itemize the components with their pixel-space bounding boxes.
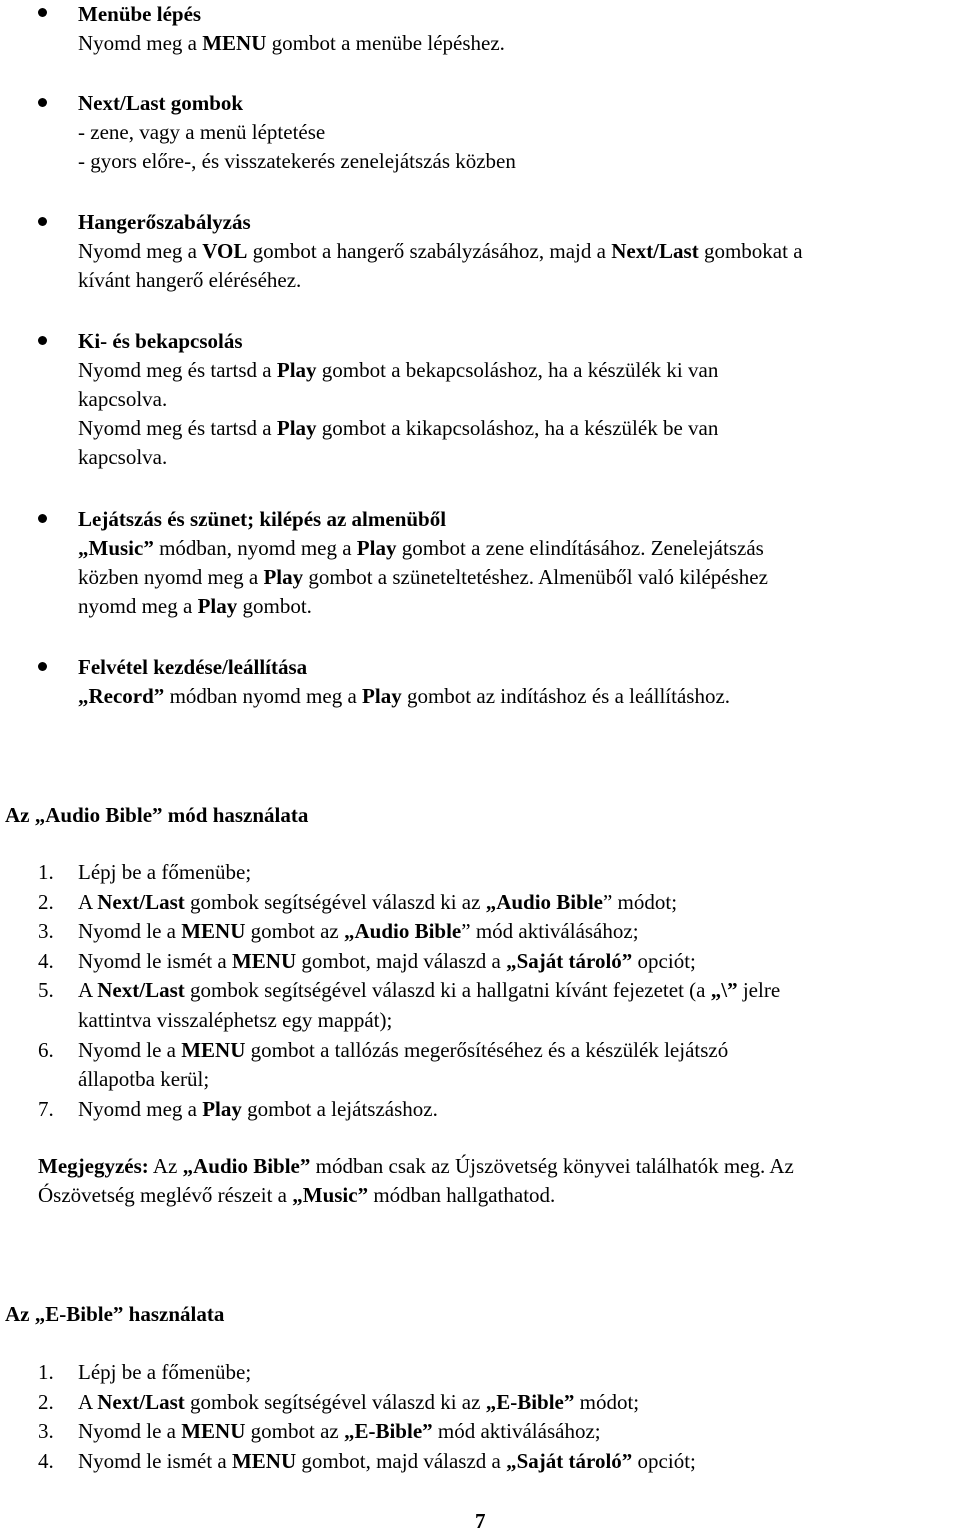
section-title-volume: Hangerőszabályzás bbox=[78, 210, 251, 234]
section-line: „Music” módban, nyomd meg a Play gombot a zene elindításához. Zenelejátszás bbox=[78, 536, 764, 560]
note-line: Ószövetség meglévő részeit a „Music” módban hallgathatod. bbox=[38, 1183, 556, 1207]
bold-text: „E-Bible” bbox=[343, 1419, 433, 1444]
bold-text: MENU bbox=[181, 1419, 246, 1444]
bullet-dot bbox=[38, 98, 47, 107]
bold-text: Play bbox=[362, 684, 402, 708]
bold-text: Play bbox=[263, 565, 304, 589]
step-text: kattintva visszaléphetsz egy mappát); bbox=[78, 1008, 393, 1032]
heading-e-bible: Az „E-Bible” használata bbox=[5, 1302, 225, 1326]
section-line: kapcsolva. bbox=[78, 387, 168, 411]
bold-text: Next/Last bbox=[97, 978, 185, 1003]
heading-audio-bible: Az „Audio Bible” mód használata bbox=[5, 803, 309, 827]
bold-text: Play bbox=[356, 536, 397, 560]
bullet-dot bbox=[38, 336, 47, 345]
bold-text: „Audio Bible bbox=[485, 889, 603, 914]
bold-text: Play bbox=[202, 1096, 242, 1121]
bullet-dot bbox=[38, 514, 47, 523]
step-text: Nyomd meg a Play gombot a lejátszáshoz. bbox=[78, 1096, 438, 1121]
step-number: 2. bbox=[38, 889, 54, 914]
bold-text: MENU bbox=[181, 919, 246, 944]
bold-text: Megjegyzés: bbox=[38, 1154, 149, 1178]
bold-text: „\” bbox=[710, 978, 738, 1003]
section-title-nextlast: Next/Last gombok bbox=[78, 91, 244, 115]
section-line: - zene, vagy a menü léptetése bbox=[78, 120, 326, 144]
bold-text: „Audio Bible bbox=[343, 919, 462, 944]
step-number: 2. bbox=[38, 1389, 54, 1414]
step-text: Nyomd le a MENU gombot az „Audio Bible” mód aktiválásához; bbox=[78, 919, 639, 944]
section-line: „Record” módban nyomd meg a Play gombot az indításhoz és a leállításhoz. bbox=[78, 684, 731, 708]
section-line: - gyors előre-, és visszatekerés zenelejátszás közben bbox=[78, 149, 516, 173]
section-line: kívánt hangerő eléréséhez. bbox=[78, 268, 302, 292]
bold-text: „Saját tároló” bbox=[506, 948, 633, 973]
bold-text: „E-Bible” bbox=[485, 1389, 575, 1414]
bold-text: MENU bbox=[202, 31, 267, 55]
step-number: 1. bbox=[38, 1360, 54, 1384]
step-text: Nyomd le a MENU gombot a tallózás megerősítéséhez és a készülék lejátszó bbox=[78, 1037, 729, 1062]
section-title-record: Felvétel kezdése/leállítása bbox=[78, 655, 308, 679]
bold-text: Next/Last bbox=[97, 889, 185, 914]
step-number: 5. bbox=[38, 978, 54, 1003]
step-text: Nyomd le ismét a MENU gombot, majd válaszd a „Saját tároló” opciót; bbox=[78, 948, 696, 973]
bullet-dot bbox=[38, 217, 47, 226]
bold-text: MENU bbox=[231, 1448, 297, 1473]
section-line: nyomd meg a Play gombot. bbox=[78, 594, 312, 618]
section-body-menu: Nyomd meg a MENU gombot a menübe lépéshez. bbox=[78, 31, 505, 55]
step-number: 4. bbox=[38, 1448, 54, 1473]
step-number: 1. bbox=[38, 860, 54, 884]
step-text: A Next/Last gombok segítségével válaszd ki az „E-Bible” módot; bbox=[78, 1389, 640, 1414]
step-text: Lépj be a főmenübe; bbox=[78, 860, 252, 884]
bold-text: „Record” bbox=[78, 684, 165, 708]
bold-text: „Audio Bible” bbox=[182, 1154, 311, 1178]
step-text: Nyomd le a MENU gombot az „E-Bible” mód aktiválásához; bbox=[78, 1419, 601, 1444]
step-text: állapotba kerül; bbox=[78, 1067, 210, 1092]
bold-text: MENU bbox=[181, 1037, 246, 1062]
section-title-playback: Lejátszás és szünet; kilépés az almenüből bbox=[78, 507, 447, 531]
bold-text: Play bbox=[197, 594, 238, 618]
step-number: 4. bbox=[38, 948, 54, 973]
step-number: 6. bbox=[38, 1037, 54, 1062]
section-line: Nyomd meg és tartsd a Play gombot a kikapcsoláshoz, ha a készülék be van bbox=[78, 416, 719, 440]
bold-text: Play bbox=[276, 358, 317, 382]
section-title-menu: Menübe lépés bbox=[78, 2, 202, 26]
bold-text: Play bbox=[276, 416, 317, 440]
bold-text: Next/Last bbox=[611, 239, 699, 263]
step-text: A Next/Last gombok segítségével válaszd ki a hallgatni kívánt fejezetet (a „\” jelre bbox=[78, 978, 781, 1003]
step-number: 3. bbox=[38, 919, 54, 944]
step-text: A Next/Last gombok segítségével válaszd ki az „Audio Bible” módot; bbox=[78, 889, 678, 914]
section-line: kapcsolva. bbox=[78, 445, 168, 469]
bullet-dot bbox=[38, 662, 47, 671]
section-title-power: Ki- és bekapcsolás bbox=[78, 329, 243, 353]
note-line: Megjegyzés: Az „Audio Bible” módban csak az Újszövetség könyvei találhatók meg. Az bbox=[38, 1154, 794, 1178]
step-number: 7. bbox=[38, 1096, 54, 1121]
page-number: 7 bbox=[475, 1509, 486, 1533]
bold-text: VOL bbox=[202, 239, 248, 263]
bold-text: „Music” bbox=[78, 536, 154, 560]
bullet-dot bbox=[38, 8, 47, 17]
step-text: Lépj be a főmenübe; bbox=[78, 1360, 252, 1384]
bold-text: Next/Last bbox=[97, 1389, 185, 1414]
section-line: közben nyomd meg a Play gombot a szüneteltetéshez. Almenüből való kilépéshez bbox=[78, 565, 768, 589]
section-line: Nyomd meg és tartsd a Play gombot a bekapcsoláshoz, ha a készülék ki van bbox=[78, 358, 719, 382]
section-line: Nyomd meg a VOL gombot a hangerő szabályzásához, majd a Next/Last gombokat a bbox=[78, 239, 803, 263]
step-text: Nyomd le ismét a MENU gombot, majd válaszd a „Saját tároló” opciót; bbox=[78, 1448, 696, 1473]
bold-text: „Saját tároló” bbox=[506, 1448, 633, 1473]
bold-text: „Music” bbox=[292, 1183, 369, 1207]
bold-text: MENU bbox=[231, 948, 297, 973]
step-number: 3. bbox=[38, 1419, 54, 1444]
